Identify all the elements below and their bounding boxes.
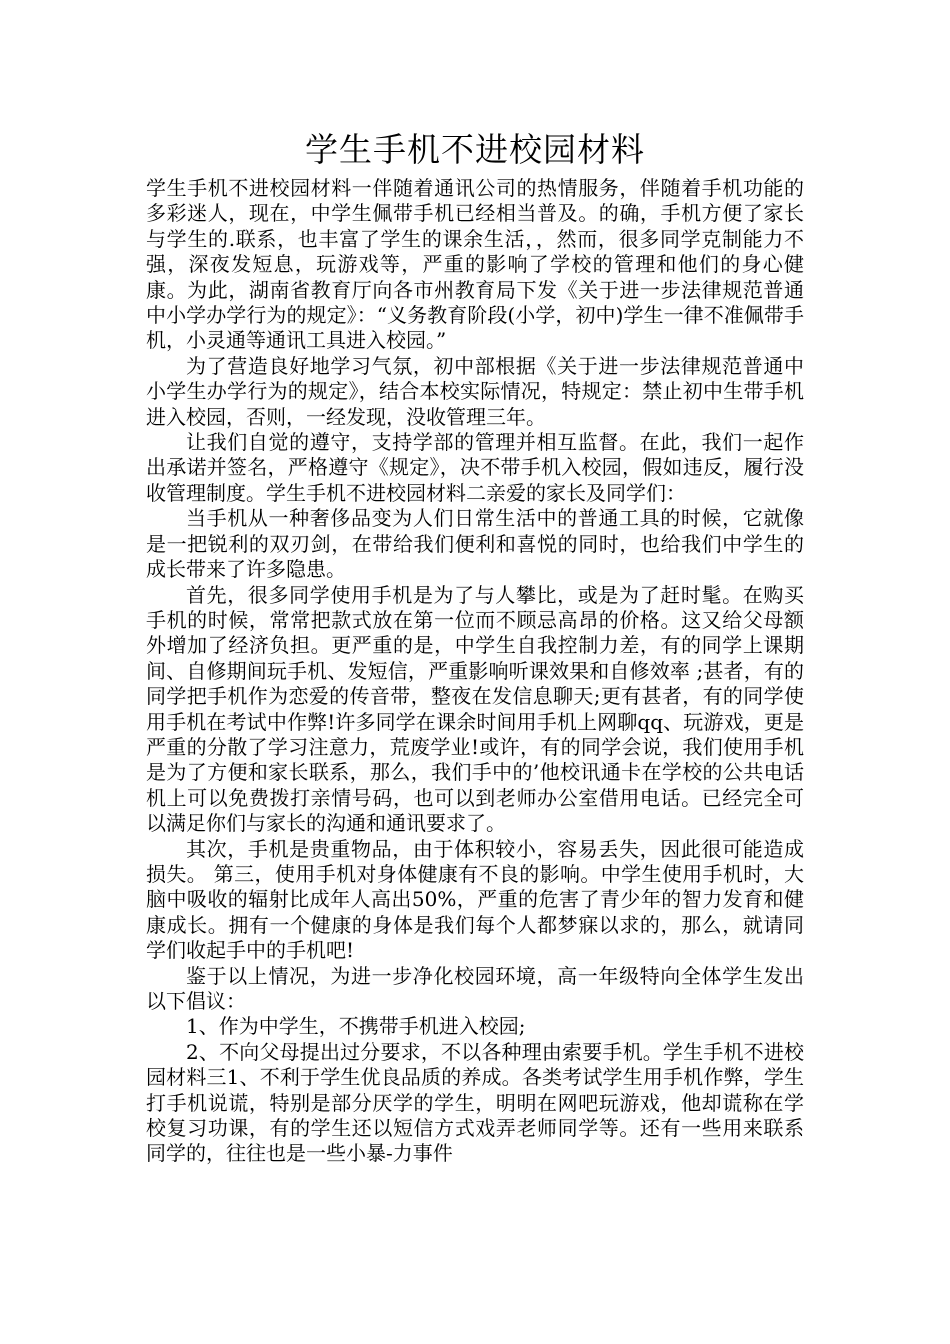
paragraph-4: 当手机从一种奢侈品变为人们日常生活中的普通工具的时候，它就像是一把锐利的双刃剑，在带给我们便利和喜悦的同时，也给我们中学生的成长带来了许多隐患。 xyxy=(146,506,804,582)
list-item-2: 2、不向父母提出过分要求，不以各种理由索要手机。学生手机不进校园材料三1、不利于学生优良品质的养成。各类考试学生用手机作弊，学生打手机说谎，特别是部分厌学的学生，明明在网吧玩游戏，他却谎称在学校复习功课，有的学生还以短信方式戏弄老师同学等。还有一些用来联系同学的，往往也是一些小暴-力事件 xyxy=(146,1039,804,1166)
document-page xyxy=(146,128,804,1167)
paragraph-7: 鉴于以上情况，为进一步净化校园环境，高一年级特向全体学生发出以下倡议： xyxy=(146,963,804,1013)
paragraph-5: 首先，很多同学使用手机是为了与人攀比，或是为了赶时髦。在购买手机的时候，常常把款式放在第一位而不顾忌高昂的价格。这又给父母额外增加了经济负担。更严重的是，中学生自我控制力差，有的同学上课期间、自修期间玩手机、发短信，严重影响听课效果和自修效率 ;甚者，有的同学把手机作为恋爱的传音带，整夜在发信息聊天;更有甚者，有的同学使用手机在考试中作弊!许多同学在课余时间用手机上网聊qq、玩游戏，更是严重的分散了学习注意力，荒废学业!或许，有的同学会说，我们使用手机是为了方便和家长联系，那么，我们手中的’他校讯通卡在学校的公共电话机上可以免费拨打亲情号码，也可以到老师办公室借用电话。已经完全可以满足你们与家长的沟通和通讯要求了。 xyxy=(146,582,804,836)
list-item-1: 1、作为中学生，不携带手机进入校园; xyxy=(186,1014,526,1039)
paragraph-1: 学生手机不进校园材料一伴随着通讯公司的热情服务，伴随着手机功能的多彩迷人，现在，中学生佩带手机已经相当普及。的确，手机方便了家长与学生的.联系，也丰富了学生的课余生活，，然而，很多同学克制能力不强，深夜发短息，玩游戏等，严重的影响了学校的管理和他们的身心健康。为此，湖南省教育厅向各市州教育局下发《关于进一步法律规范普通中小学办学行为的规定》：“义务教育阶段(小学，初中)学生一律不准佩带手机，小灵通等通讯工具进入校园。” xyxy=(146,176,804,353)
paragraph-3: 让我们自觉的遵守，支持学部的管理并相互监督。在此，我们一起作出承诺并签名，严格遵守《规定》，决不带手机入校园，假如违反，履行没收管理制度。学生手机不进校园材料二亲爱的家长及同学们： xyxy=(146,430,804,505)
paragraph-2: 为了营造良好地学习气氛，初中部根据《关于进一步法律规范普通中小学生办学行为的规定》，结合本校实际情况，特规定：禁止初中生带手机进入校园，否则，一经发现，没收管理三年。 xyxy=(146,353,804,429)
document-title: 学生手机不进校园材料 xyxy=(305,130,645,169)
paragraph-6: 其次，手机是贵重物品，由于体积较小，容易丢失，因此很可能造成损失。 第三，使用手机对身体健康有不良的影响。中学生使用手机时，大脑中吸收的辐射比成年人高出50%，严重的危害了青少年的智力发育和健康成长。拥有一个健康的身体是我们每个人都梦寐以求的，那么，就请同学们收起手中的手机吧! xyxy=(146,836,804,963)
document-body xyxy=(146,176,804,1167)
